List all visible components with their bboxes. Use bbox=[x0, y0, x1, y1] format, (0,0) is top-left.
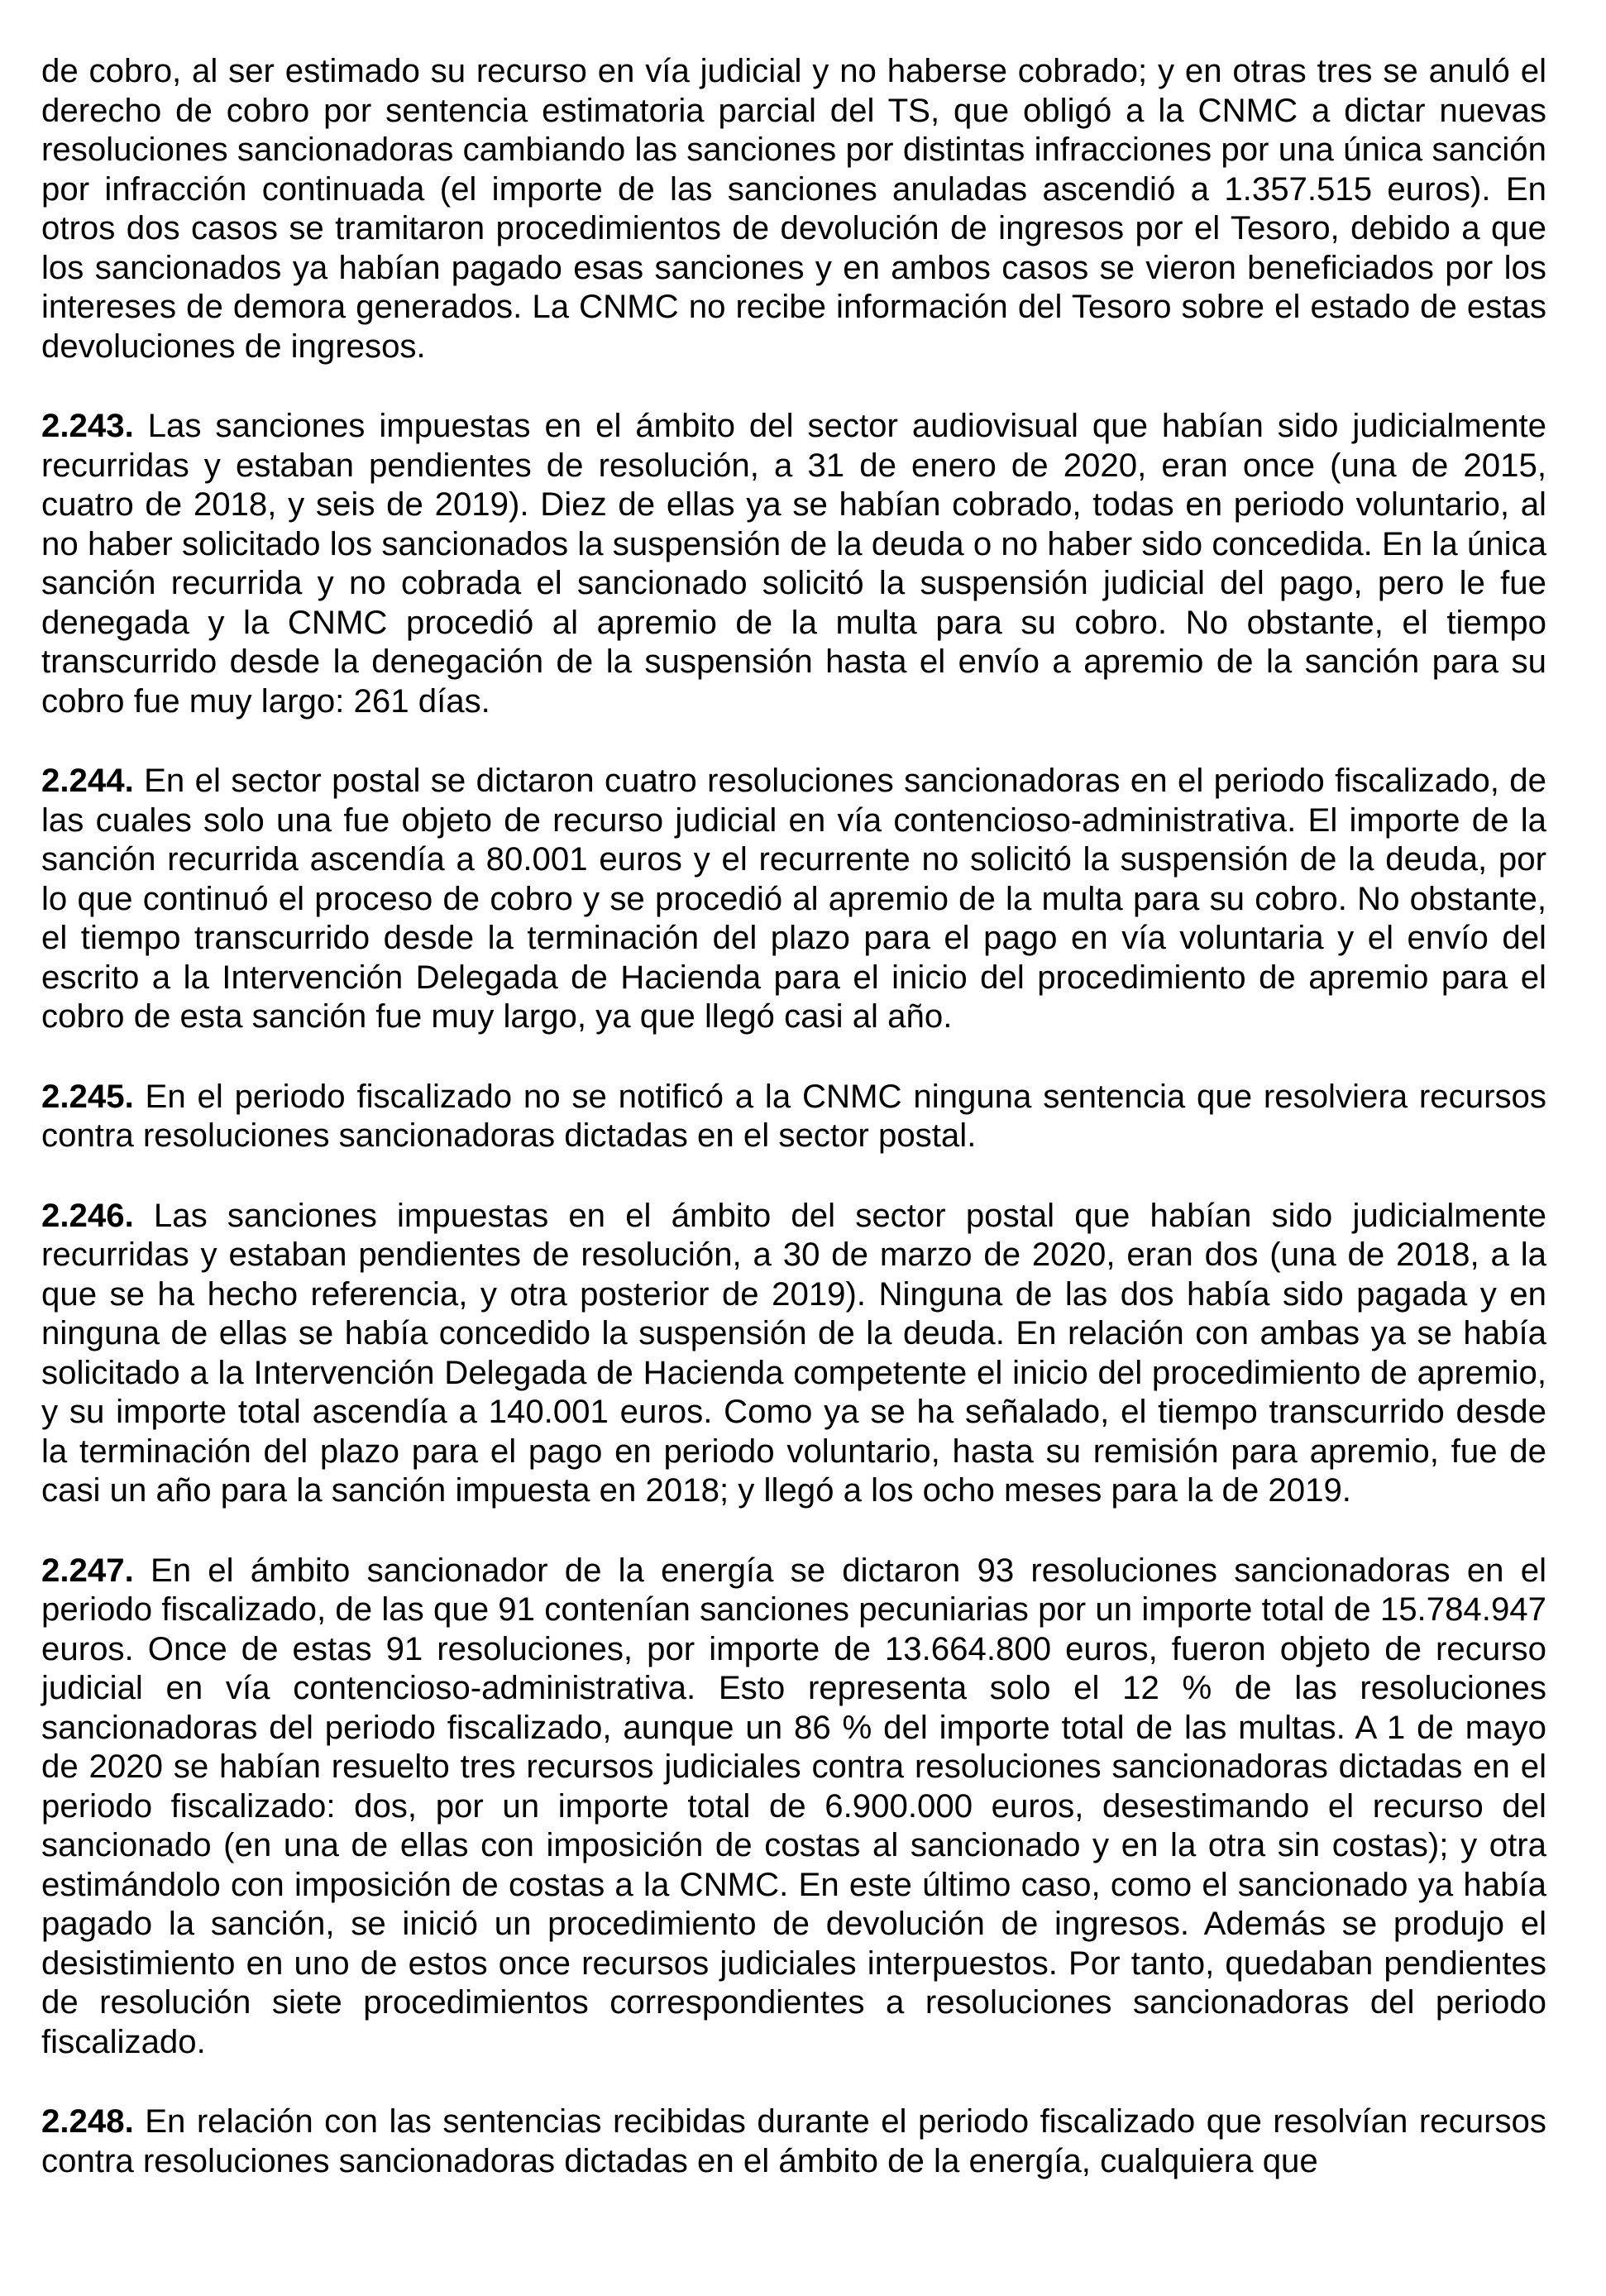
document-page bbox=[41, 51, 1546, 2221]
paragraph-number: 2.247. bbox=[41, 1551, 134, 1589]
paragraph-text: En el periodo fiscalizado no se notificó a la CNMC ninguna sentencia que resolviera recursos contra resoluciones sancionadoras dictadas en el sector postal. bbox=[41, 1077, 1546, 1154]
paragraph-2-244 bbox=[41, 761, 1546, 1036]
paragraph-number: 2.244. bbox=[41, 762, 134, 799]
paragraph-text: Las sanciones impuestas en el ámbito del sector audiovisual que habían sido judicialmente recurridas y estaban pendientes de resolución, a 31 de enero de 2020, eran once (una de 2015, cuatro de 2018, y seis de 2019). Diez de ellas ya se habían cobrado, todas en periodo voluntario, al no haber solicitado los sancionados la suspensión de la deuda o no haber sido concedida. En la única sanción recurrida y no cobrada el sancionado solicitó la suspensión judicial del pago, pero le fue denegada y la CNMC procedió al apremio de la multa para su cobro. No obstante, el tiempo transcurrido desde la denegación de la suspensión hasta el envío a apremio de la sanción para su cobro fue muy largo: 261 días. bbox=[41, 407, 1546, 720]
paragraph-2-245 bbox=[41, 1077, 1546, 1155]
paragraph-2-246 bbox=[41, 1196, 1546, 1510]
paragraph-text: Las sanciones impuestas en el ámbito del sector postal que habían sido judicialmente recurridas y estaban pendientes de resolución, a 30 de marzo de 2020, eran dos (una de 2018, a la que se ha hecho referencia, y otra posterior de 2019). Ninguna de las dos había sido pagada y en ninguna de ellas se había concedido la suspensión de la deuda. En relación con ambas ya se había solicitado a la Intervención Delegada de Hacienda competente el inicio del procedimiento de apremio, y su importe total ascendía a 140.001 euros. Como ya se ha señalado, el tiempo transcurrido desde la terminación del plazo para el pago en periodo voluntario, hasta su remisión para apremio, fue de casi un año para la sanción impuesta en 2018; y llegó a los ocho meses para la de 2019. bbox=[41, 1196, 1546, 1509]
paragraph-number: 2.246. bbox=[41, 1196, 134, 1234]
paragraph-number: 2.245. bbox=[41, 1077, 134, 1115]
paragraph-text: En relación con las sentencias recibidas durante el periodo fiscalizado que resolvían recursos contra resoluciones sancionadoras dictadas en el ámbito de la energía, cualquiera que bbox=[41, 2102, 1546, 2179]
paragraph-text: de cobro, al ser estimado su recurso en vía judicial y no haberse cobrado; y en otras tres se anuló el derecho de cobro por sentencia estimatoria parcial del TS, que obligó a la CNMC a dictar nuevas resoluciones sancionadoras cambiando las sanciones por distintas infracciones por una única sanción por infracción continuada (el importe de las sanciones anuladas ascendió a 1.357.515 euros). En otros dos casos se tramitaron procedimientos de devolución de ingresos por el Tesoro, debido a que los sancionados ya habían pagado esas sanciones y en ambos casos se vieron beneficiados por los intereses de demora generados. La CNMC no recibe información del Tesoro sobre el estado de estas devoluciones de ingresos. bbox=[41, 52, 1546, 365]
paragraph-2-243 bbox=[41, 406, 1546, 720]
paragraph-number: 2.248. bbox=[41, 2102, 134, 2140]
paragraph-2-247 bbox=[41, 1551, 1546, 2062]
paragraph-2-248 bbox=[41, 2102, 1546, 2180]
paragraph-text: En el ámbito sancionador de la energía se dictaron 93 resoluciones sancionadoras en el periodo fiscalizado, de las que 91 contenían sanciones pecuniarias por un importe total de 15.784.947 euros. Once de estas 91 resoluciones, por importe de 13.664.800 euros, fueron objeto de recurso judicial en vía contencioso-administrativa. Esto representa solo el 12 % de las resoluciones sancionadoras del periodo fiscalizado, aunque un 86 % del importe total de las multas. A 1 de mayo de 2020 se habían resuelto tres recursos judiciales contra resoluciones sancionadoras dictadas en el periodo fiscalizado: dos, por un importe total de 6.900.000 euros, desestimando el recurso del sancionado (en una de ellas con imposición de costas al sancionado y en la otra sin costas); y otra estimándolo con imposición de costas a la CNMC. En este último caso, como el sancionado ya había pagado la sanción, se inició un procedimiento de devolución de ingresos. Además se produjo el desistimiento en uno de estos once recursos judiciales interpuestos. Por tanto, quedaban pendientes de resolución siete procedimientos correspondientes a resoluciones sancionadoras del periodo fiscalizado. bbox=[41, 1551, 1546, 2060]
paragraph-text: En el sector postal se dictaron cuatro resoluciones sancionadoras en el periodo fiscalizado, de las cuales solo una fue objeto de recurso judicial en vía contencioso-administrativa. El importe de la sanción recurrida ascendía a 80.001 euros y el recurrente no solicitó la suspensión de la deuda, por lo que continuó el proceso de cobro y se procedió al apremio de la multa para su cobro. No obstante, el tiempo transcurrido desde la terminación del plazo para el pago en vía voluntaria y el envío del escrito a la Intervención Delegada de Hacienda para el inicio del procedimiento de apremio para el cobro de esta sanción fue muy largo, ya que llegó casi al año. bbox=[41, 762, 1546, 1035]
paragraph-continuation bbox=[41, 51, 1546, 366]
paragraph-number: 2.243. bbox=[41, 407, 134, 444]
